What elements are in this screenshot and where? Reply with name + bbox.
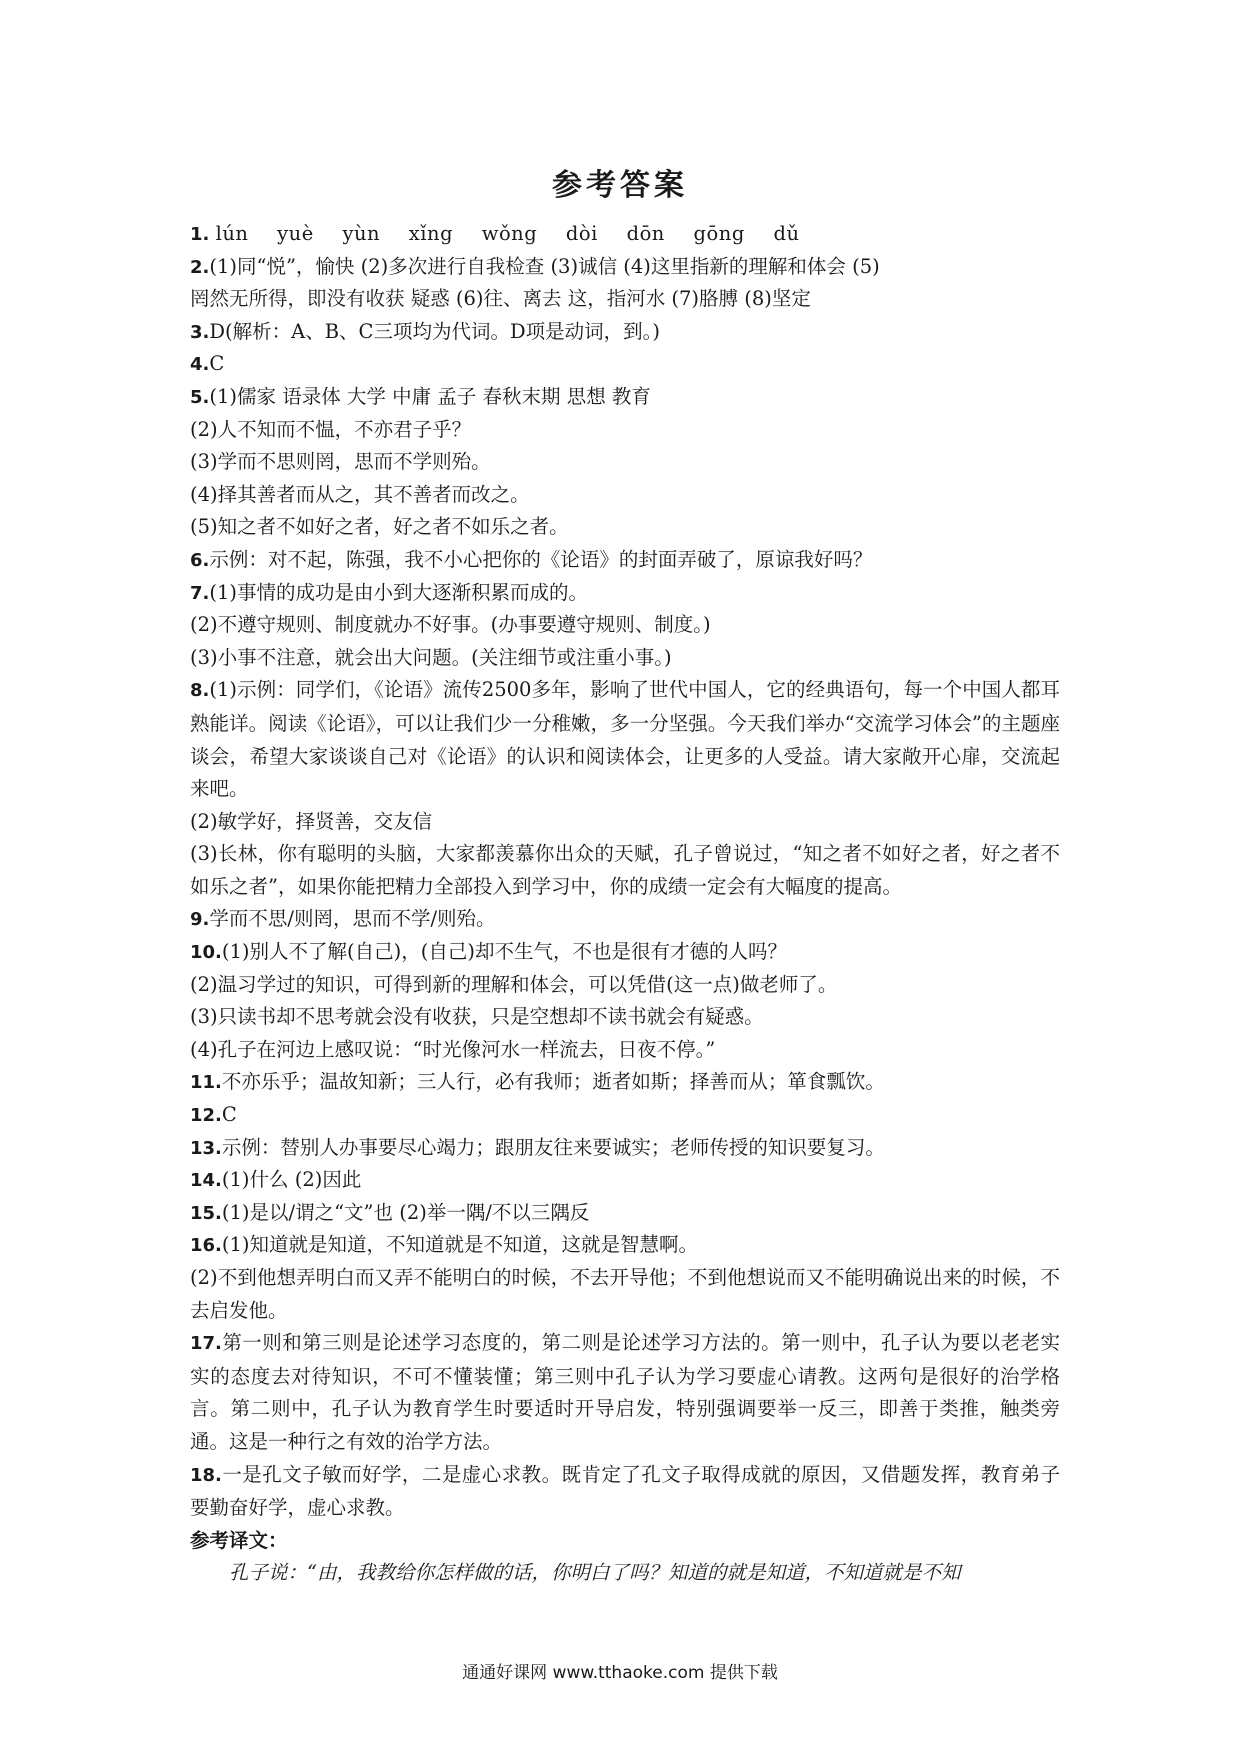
answer-7 — [190, 577, 1060, 610]
page-footer: 通通好课网 www.tthaoke.com 提供下载 — [462, 1663, 778, 1683]
answer-1 — [190, 218, 1060, 251]
answer-number: 13. — [190, 1137, 222, 1159]
answer-10-sub: (2)温习学过的知识，可得到新的理解和体会，可以凭借(这一点)做老师了。 — [190, 972, 838, 996]
answer-number: 2. — [190, 256, 210, 278]
answer-8 — [190, 674, 1060, 805]
answer-number: 1. — [190, 224, 210, 245]
answer-list — [190, 218, 1060, 1590]
answer-2-cont: 罔然无所得，即没有收获 疑惑 (6)往、离去 这，指河水 (7)胳膊 (8)坚定 — [190, 287, 811, 311]
answer-10-sub: (4)孔子在河边上感叹说：“时光像河水一样流去，日夜不停。” — [190, 1037, 716, 1061]
answer-text: 第一则和第三则是论述学习态度的，第二则是论述学习方法的。第一则中，孔子认为要以老老实实的态度去对待知识，不可不懂装懂；第三则中孔子认为学习要虚心请教。这两句是很好的治学格言。第二则中，孔子认为教育学生时要适时开导启发，特别强调要举一反三，即善于类推，触类旁通。这是一种行之有效的治学方法。 — [190, 1331, 1060, 1453]
answer-8-sub: (2)敏学好，择贤善，交友信 — [190, 809, 433, 833]
answer-number: 6. — [190, 549, 210, 571]
answer-18 — [190, 1459, 1060, 1525]
answer-text: (1)知道就是知道，不知道就是不知道，这就是智慧啊。 — [221, 1233, 699, 1257]
answer-8-sub: (3)长林，你有聪明的头脑，大家都羡慕你出众的天赋，孔子曾说过，“知之者不如好之者，好之者不如乐之者”，如果你能把精力全部投入到学习中，你的成绩一定会有大幅度的提高。 — [190, 842, 1060, 898]
answer-text: (1)什么 (2)因此 — [221, 1168, 362, 1192]
answer-5 — [190, 381, 1060, 414]
answer-2 — [190, 251, 1060, 284]
answer-5-sub: (2)人不知而不愠，不亦君子乎？ — [190, 417, 472, 441]
answer-5-sub: (3)学而不思则罔，思而不学则殆。 — [190, 450, 491, 474]
answer-7-sub: (2)不遵守规则、制度就办不好事。(办事要遵守规则、制度。) — [190, 613, 711, 637]
answer-text: (1)同“悦”，愉快 (2)多次进行自我检查 (3)诚信 (4)这里指新的理解和体会 (5) — [209, 254, 880, 278]
answer-text: (1)别人不了解(自己)，(自己)却不生气，不也是很有才德的人吗？ — [221, 940, 787, 964]
answer-text: (1)儒家 语录体 大学 中庸 孟子 春秋末期 思想 教育 — [209, 384, 651, 408]
answer-text: lún yuè yùn xǐng wǒng dòi dōn gōng dǔ — [215, 222, 800, 245]
answer-number: 12. — [190, 1105, 222, 1127]
answer-number: 14. — [190, 1170, 222, 1192]
answer-5-sub: (5)知之者不如好之者，好之者不如乐之者。 — [190, 515, 569, 539]
answer-number: 5. — [190, 386, 210, 408]
answer-text: C — [209, 352, 225, 376]
answer-10 — [190, 936, 1060, 969]
answer-13 — [190, 1132, 1060, 1165]
answer-number: 4. — [190, 354, 210, 376]
answer-number: 11. — [190, 1072, 222, 1094]
answer-9 — [190, 903, 1060, 936]
answer-10-sub: (3)只读书却不思考就会没有收获，只是空想却不读书就会有疑惑。 — [190, 1005, 764, 1029]
answer-17 — [190, 1327, 1060, 1458]
translation-heading: 参考译文： — [190, 1528, 288, 1552]
answer-5-sub: (4)择其善者而从之，其不善者而改之。 — [190, 482, 530, 506]
answer-text: 一是孔文子敏而好学，二是虚心求教。既肯定了孔文子取得成就的原因，又借题发挥，教育弟子要勤奋好学，虚心求教。 — [190, 1462, 1060, 1520]
answer-14 — [190, 1164, 1060, 1197]
answer-6 — [190, 544, 1060, 577]
answer-number: 18. — [190, 1464, 222, 1486]
answer-text: C — [221, 1103, 237, 1127]
answer-16 — [190, 1229, 1060, 1262]
answer-4 — [190, 348, 1060, 381]
answer-number: 15. — [190, 1202, 222, 1224]
answer-7-sub: (3)小事不注意，就会出大问题。(关注细节或注重小事。) — [190, 645, 672, 669]
answer-text: (1)是以/谓之“文”也 (2)举一隅/不以三隅反 — [221, 1200, 590, 1224]
answer-number: 17. — [190, 1333, 222, 1355]
answer-text: 示例：对不起，陈强，我不小心把你的《论语》的封面弄破了，原谅我好吗？ — [209, 547, 873, 571]
answer-number: 3. — [190, 321, 210, 343]
answer-12 — [190, 1099, 1060, 1132]
answer-number: 8. — [190, 680, 210, 702]
answer-text: 示例：替别人办事要尽心竭力；跟朋友往来要诚实；老师传授的知识要复习。 — [221, 1135, 885, 1159]
answer-16-sub: (2)不到他想弄明白而又弄不能明白的时候，不去开导他；不到他想说而又不能明确说出来的时候，不去启发他。 — [190, 1266, 1060, 1322]
answer-text: 学而不思/则罔，思而不学/则殆。 — [209, 907, 496, 931]
answer-11 — [190, 1066, 1060, 1099]
answer-3 — [190, 316, 1060, 349]
page-title: 参考答案 — [552, 168, 688, 203]
answer-text: (1)事情的成功是由小到大逐渐积累而成的。 — [209, 580, 588, 604]
answer-text: (1)示例：同学们，《论语》流传2500多年，影响了世代中国人，它的经典语句，每一个中国人都耳熟能详。阅读《论语》，可以让我们少一分稚嫩，多一分坚强。今天我们举办“交流学习体会”的主题座谈会，希望大家谈谈自己对《论语》的认识和阅读体会，让更多的人受益。请大家敞开心扉，交流起来吧。 — [190, 678, 1060, 801]
answer-number: 10. — [190, 942, 222, 964]
answer-text: D(解析：A、B、C三项均为代词。D项是动词，到。) — [209, 319, 660, 343]
translation-text: 孔子说：“由，我教给你怎样做的话，你明白了吗？知道的就是知道，不知道就是不知 — [229, 1561, 961, 1585]
answer-text: 不亦乐乎；温故知新；三人行，必有我师；逝者如斯；择善而从；箪食瓢饮。 — [221, 1070, 885, 1094]
answer-number: 9. — [190, 909, 210, 931]
answer-15 — [190, 1197, 1060, 1230]
answer-number: 7. — [190, 582, 210, 604]
answer-number: 16. — [190, 1235, 222, 1257]
